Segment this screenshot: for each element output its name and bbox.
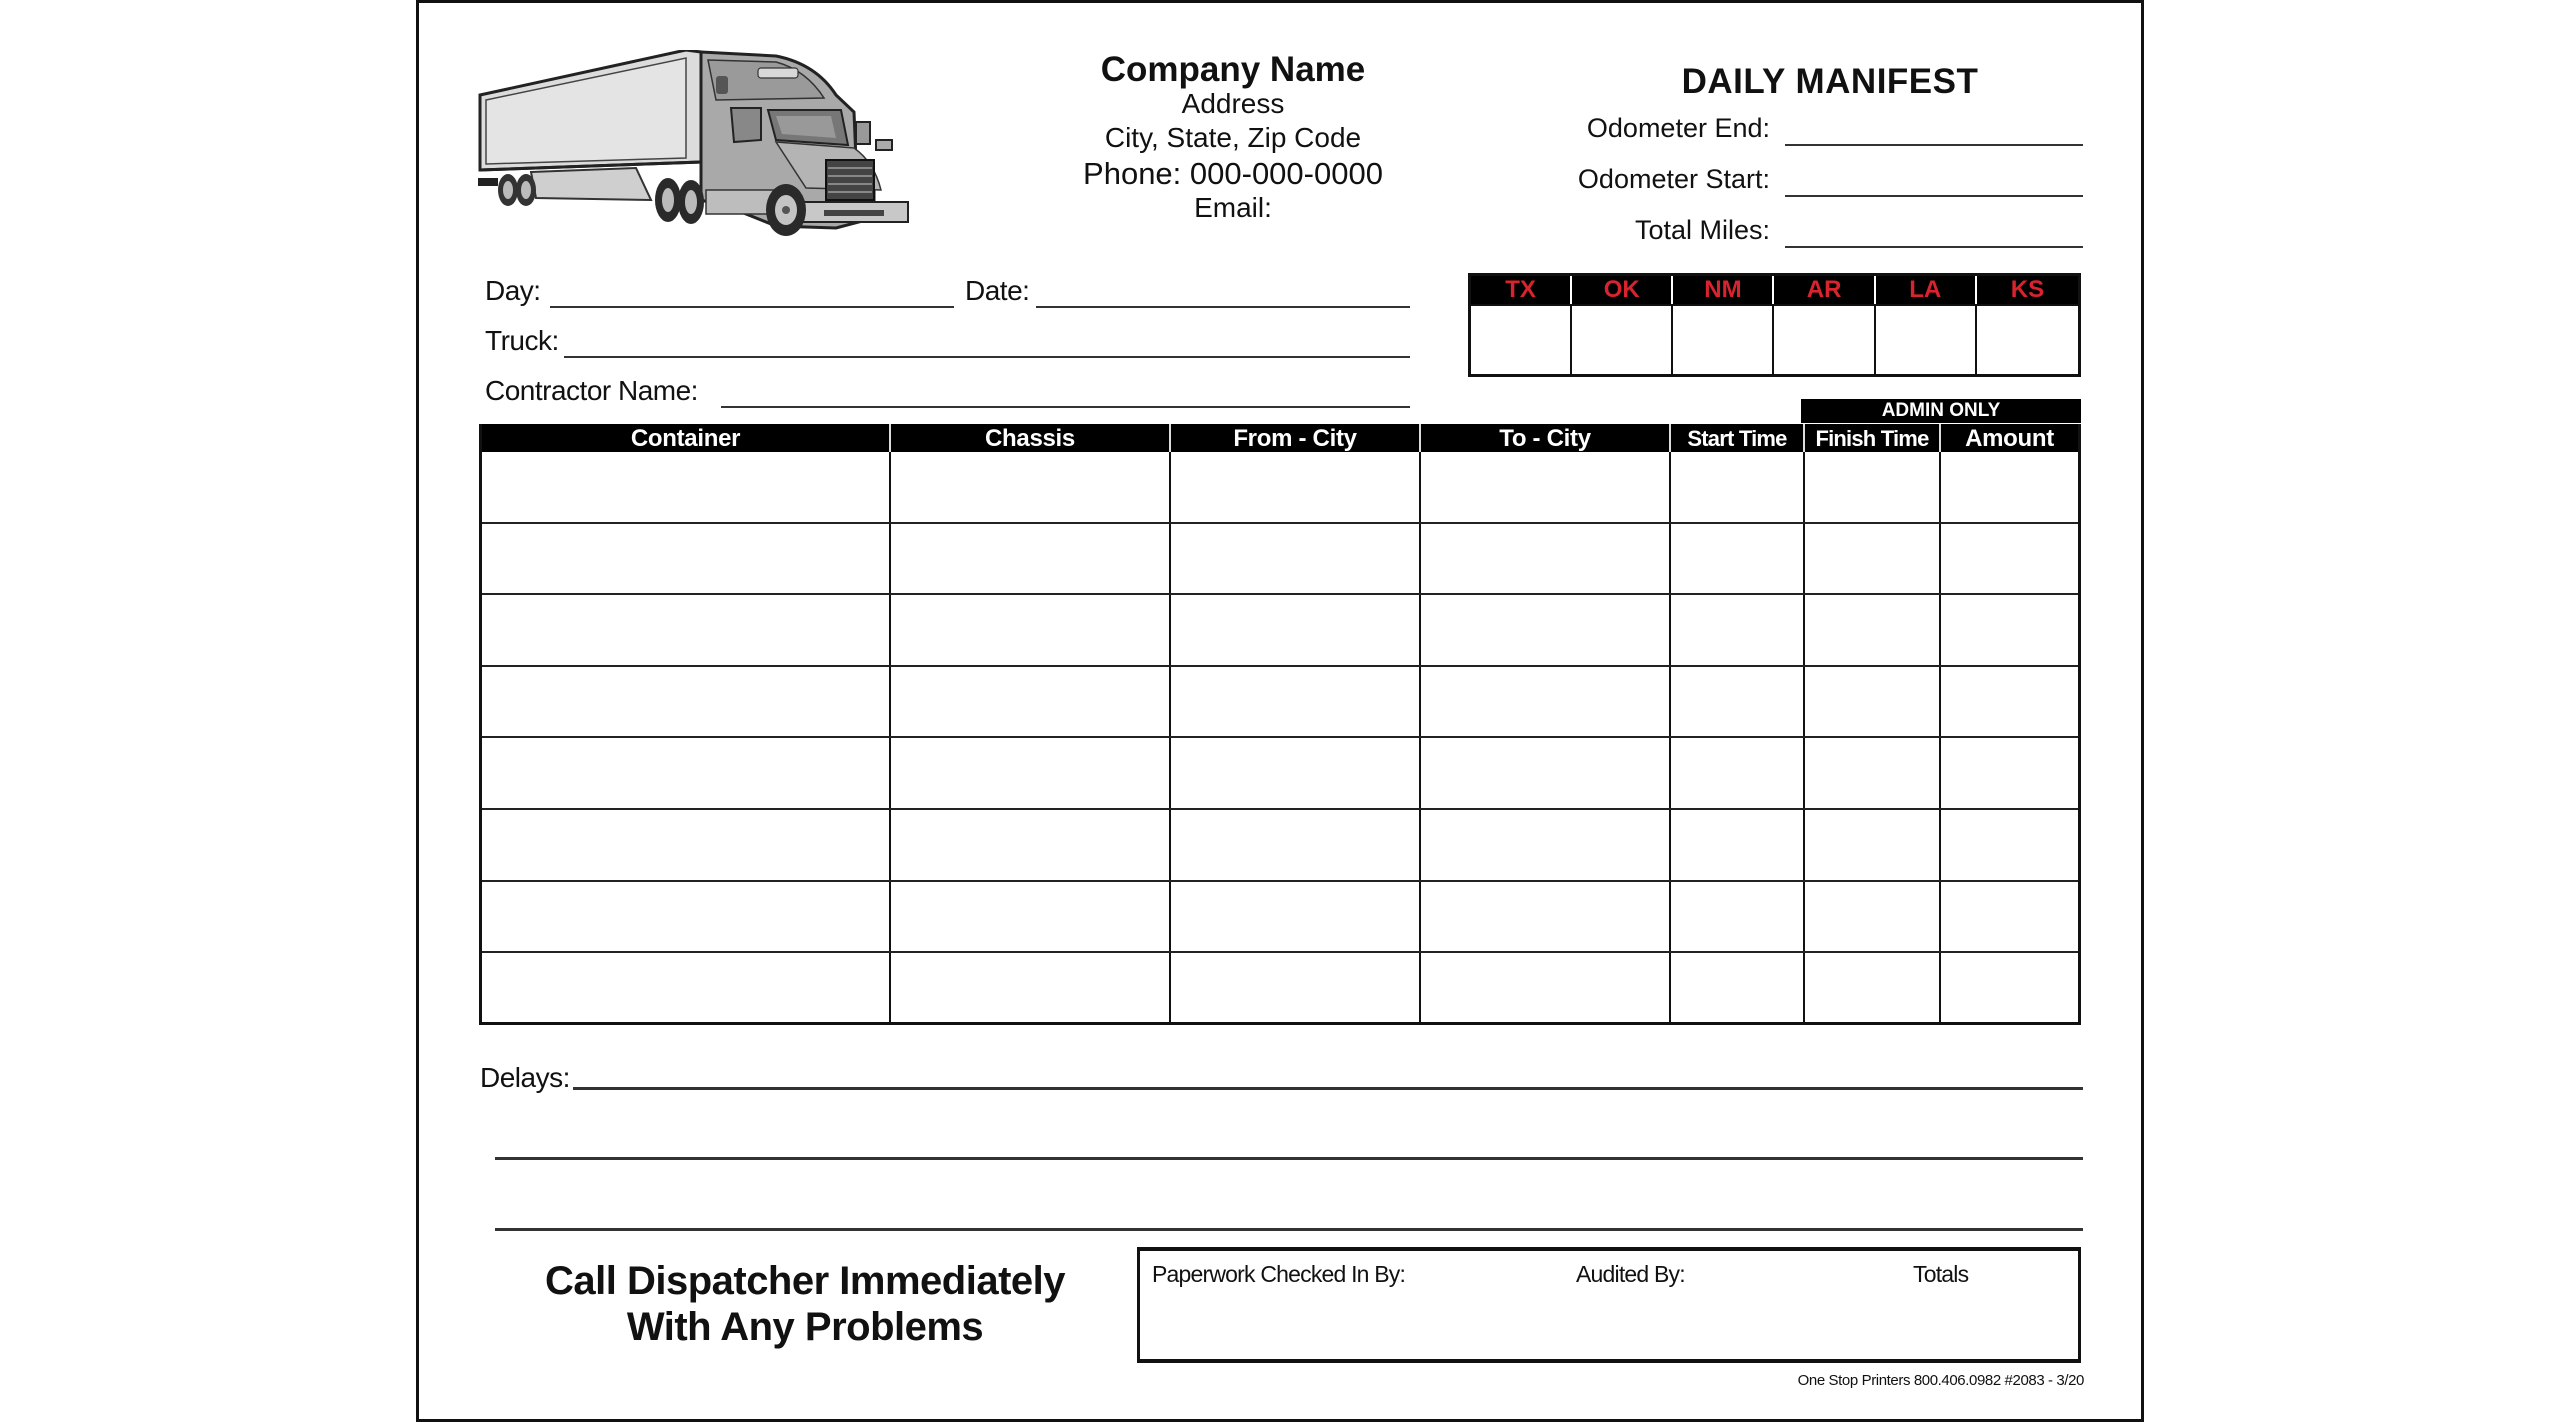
table-row (482, 882, 2078, 954)
cell-amount[interactable] (1941, 452, 2078, 522)
cell-container[interactable] (482, 667, 891, 737)
state-mileage-table (1468, 273, 2081, 377)
contractor-name-field[interactable] (721, 406, 1410, 408)
truck-row (485, 326, 1415, 360)
cell-to-city[interactable] (1421, 738, 1671, 808)
table-body (482, 452, 2078, 1022)
date-label: Date: (965, 275, 1030, 306)
dispatcher-notice-line-2: With Any Problems (626, 1305, 984, 1349)
cell-finish-time[interactable] (1805, 452, 1941, 522)
day-date-row (485, 276, 1415, 310)
table-row (482, 452, 2078, 524)
cell-amount[interactable] (1941, 810, 2078, 880)
cell-finish-time[interactable] (1805, 953, 1941, 1025)
cell-chassis[interactable] (891, 524, 1171, 594)
truck-label: Truck: (485, 325, 559, 356)
cell-container[interactable] (482, 810, 891, 880)
cell-to-city[interactable] (1421, 882, 1671, 952)
state-header-nm: NM (1673, 276, 1774, 304)
cell-from-city[interactable] (1171, 882, 1421, 952)
cell-from-city[interactable] (1171, 738, 1421, 808)
cell-chassis[interactable] (891, 810, 1171, 880)
cell-amount[interactable] (1941, 524, 2078, 594)
cell-to-city[interactable] (1421, 595, 1671, 665)
dispatcher-notice-line-1: Call Dispatcher Immediately (544, 1259, 1066, 1303)
dispatcher-notice (520, 1258, 1090, 1350)
totals-label: Totals (1913, 1261, 1969, 1287)
cell-start-time[interactable] (1671, 953, 1805, 1025)
cell-container[interactable] (482, 524, 891, 594)
printer-info: One Stop Printers 800.406.0982 #2083 - 3/20 (1797, 1372, 2084, 1389)
state-cell-ar[interactable] (1774, 304, 1875, 374)
cell-amount[interactable] (1941, 595, 2078, 665)
table-row (482, 810, 2078, 882)
cell-amount[interactable] (1941, 738, 2078, 808)
odometer-end-label: Odometer End: (1586, 113, 1770, 143)
state-header-ar: AR (1774, 276, 1875, 304)
cell-amount[interactable] (1941, 667, 2078, 737)
column-header-finish-time: Finish Time (1805, 424, 1941, 452)
company-name: Company Name (1100, 50, 1366, 89)
cell-finish-time[interactable] (1805, 667, 1941, 737)
company-address: Address (1181, 88, 1285, 119)
day-field[interactable] (550, 306, 954, 308)
cell-finish-time[interactable] (1805, 595, 1941, 665)
column-header-from-city: From - City (1171, 424, 1421, 452)
cell-from-city[interactable] (1171, 953, 1421, 1025)
delays-line-2[interactable] (495, 1157, 2083, 1160)
total-miles-row (1520, 216, 2083, 250)
cell-start-time[interactable] (1671, 595, 1805, 665)
delays-line-1[interactable] (573, 1087, 2083, 1090)
table-row (482, 667, 2078, 739)
signoff-box (1137, 1247, 2081, 1363)
cell-amount[interactable] (1941, 953, 2078, 1025)
cell-chassis[interactable] (891, 595, 1171, 665)
cell-amount[interactable] (1941, 882, 2078, 952)
table-row (482, 595, 2078, 667)
cell-chassis[interactable] (891, 667, 1171, 737)
state-cell-nm[interactable] (1673, 304, 1774, 374)
cell-from-city[interactable] (1171, 810, 1421, 880)
state-cell-ks[interactable] (1977, 304, 2078, 374)
cell-chassis[interactable] (891, 953, 1171, 1025)
cell-container[interactable] (482, 452, 891, 522)
cell-chassis[interactable] (891, 882, 1171, 952)
company-phone: Phone: 000-000-0000 (1083, 156, 1383, 191)
state-cell-la[interactable] (1876, 304, 1977, 374)
cell-finish-time[interactable] (1805, 738, 1941, 808)
cell-finish-time[interactable] (1805, 524, 1941, 594)
cell-to-city[interactable] (1421, 524, 1671, 594)
table-row (482, 524, 2078, 596)
date-field[interactable] (1036, 306, 1410, 308)
column-header-to-city: To - City (1421, 424, 1671, 452)
cell-start-time[interactable] (1671, 524, 1805, 594)
audited-by-label: Audited By: (1576, 1261, 1685, 1287)
state-header-la: LA (1876, 276, 1977, 304)
cell-start-time[interactable] (1671, 738, 1805, 808)
odometer-end-row (1520, 114, 2083, 148)
state-header-ok: OK (1572, 276, 1673, 304)
odometer-start-row (1520, 165, 2083, 199)
cell-start-time[interactable] (1671, 452, 1805, 522)
cell-from-city[interactable] (1171, 452, 1421, 522)
state-cell-ok[interactable] (1572, 304, 1673, 374)
state-cell-tx[interactable] (1471, 304, 1572, 374)
column-header-start-time: Start Time (1671, 424, 1805, 452)
column-header-amount: Amount (1965, 425, 2054, 452)
cell-container[interactable] (482, 738, 891, 808)
cell-chassis[interactable] (891, 738, 1171, 808)
odometer-start-field[interactable] (1785, 195, 2083, 197)
cell-start-time[interactable] (1671, 667, 1805, 737)
company-city-state-zip: City, State, Zip Code (1104, 122, 1362, 153)
odometer-end-field[interactable] (1785, 144, 2083, 146)
column-header-container: Container (482, 424, 891, 452)
company-info (1030, 52, 1436, 228)
state-header-tx: TX (1471, 276, 1572, 304)
cell-container[interactable] (482, 595, 891, 665)
cell-from-city[interactable] (1171, 667, 1421, 737)
cell-to-city[interactable] (1421, 810, 1671, 880)
cell-from-city[interactable] (1171, 524, 1421, 594)
cell-to-city[interactable] (1421, 953, 1671, 1025)
total-miles-label: Total Miles: (1634, 215, 1770, 245)
contractor-name-label: Contractor Name: (485, 375, 698, 406)
admin-only-banner: ADMIN ONLY (1801, 399, 2081, 423)
cell-start-time[interactable] (1671, 882, 1805, 952)
table-row (482, 738, 2078, 810)
cell-container[interactable] (482, 882, 891, 952)
delays-line-3[interactable] (495, 1228, 2083, 1231)
table-header-row (482, 424, 2078, 452)
total-miles-field[interactable] (1785, 246, 2083, 248)
day-label: Day: (485, 275, 541, 306)
manifest-table (479, 424, 2081, 1025)
cell-from-city[interactable] (1171, 595, 1421, 665)
contractor-row (485, 376, 1415, 410)
cell-container[interactable] (482, 953, 891, 1025)
delays-label: Delays: (480, 1062, 570, 1093)
cell-finish-time[interactable] (1805, 810, 1941, 880)
cell-finish-time[interactable] (1805, 882, 1941, 952)
truck-logo-icon (476, 50, 910, 240)
paperwork-checked-in-by-label: Paperwork Checked In By: (1152, 1261, 1406, 1287)
column-header-chassis: Chassis (891, 424, 1171, 452)
cell-chassis[interactable] (891, 452, 1171, 522)
table-row (482, 953, 2078, 1025)
company-email: Email: (1194, 192, 1272, 223)
page-title: DAILY MANIFEST (1681, 62, 1979, 101)
truck-field[interactable] (564, 356, 1410, 358)
cell-to-city[interactable] (1421, 667, 1671, 737)
cell-start-time[interactable] (1671, 810, 1805, 880)
odometer-start-label: Odometer Start: (1577, 164, 1770, 194)
state-header-ks: KS (1977, 276, 2078, 304)
cell-to-city[interactable] (1421, 452, 1671, 522)
